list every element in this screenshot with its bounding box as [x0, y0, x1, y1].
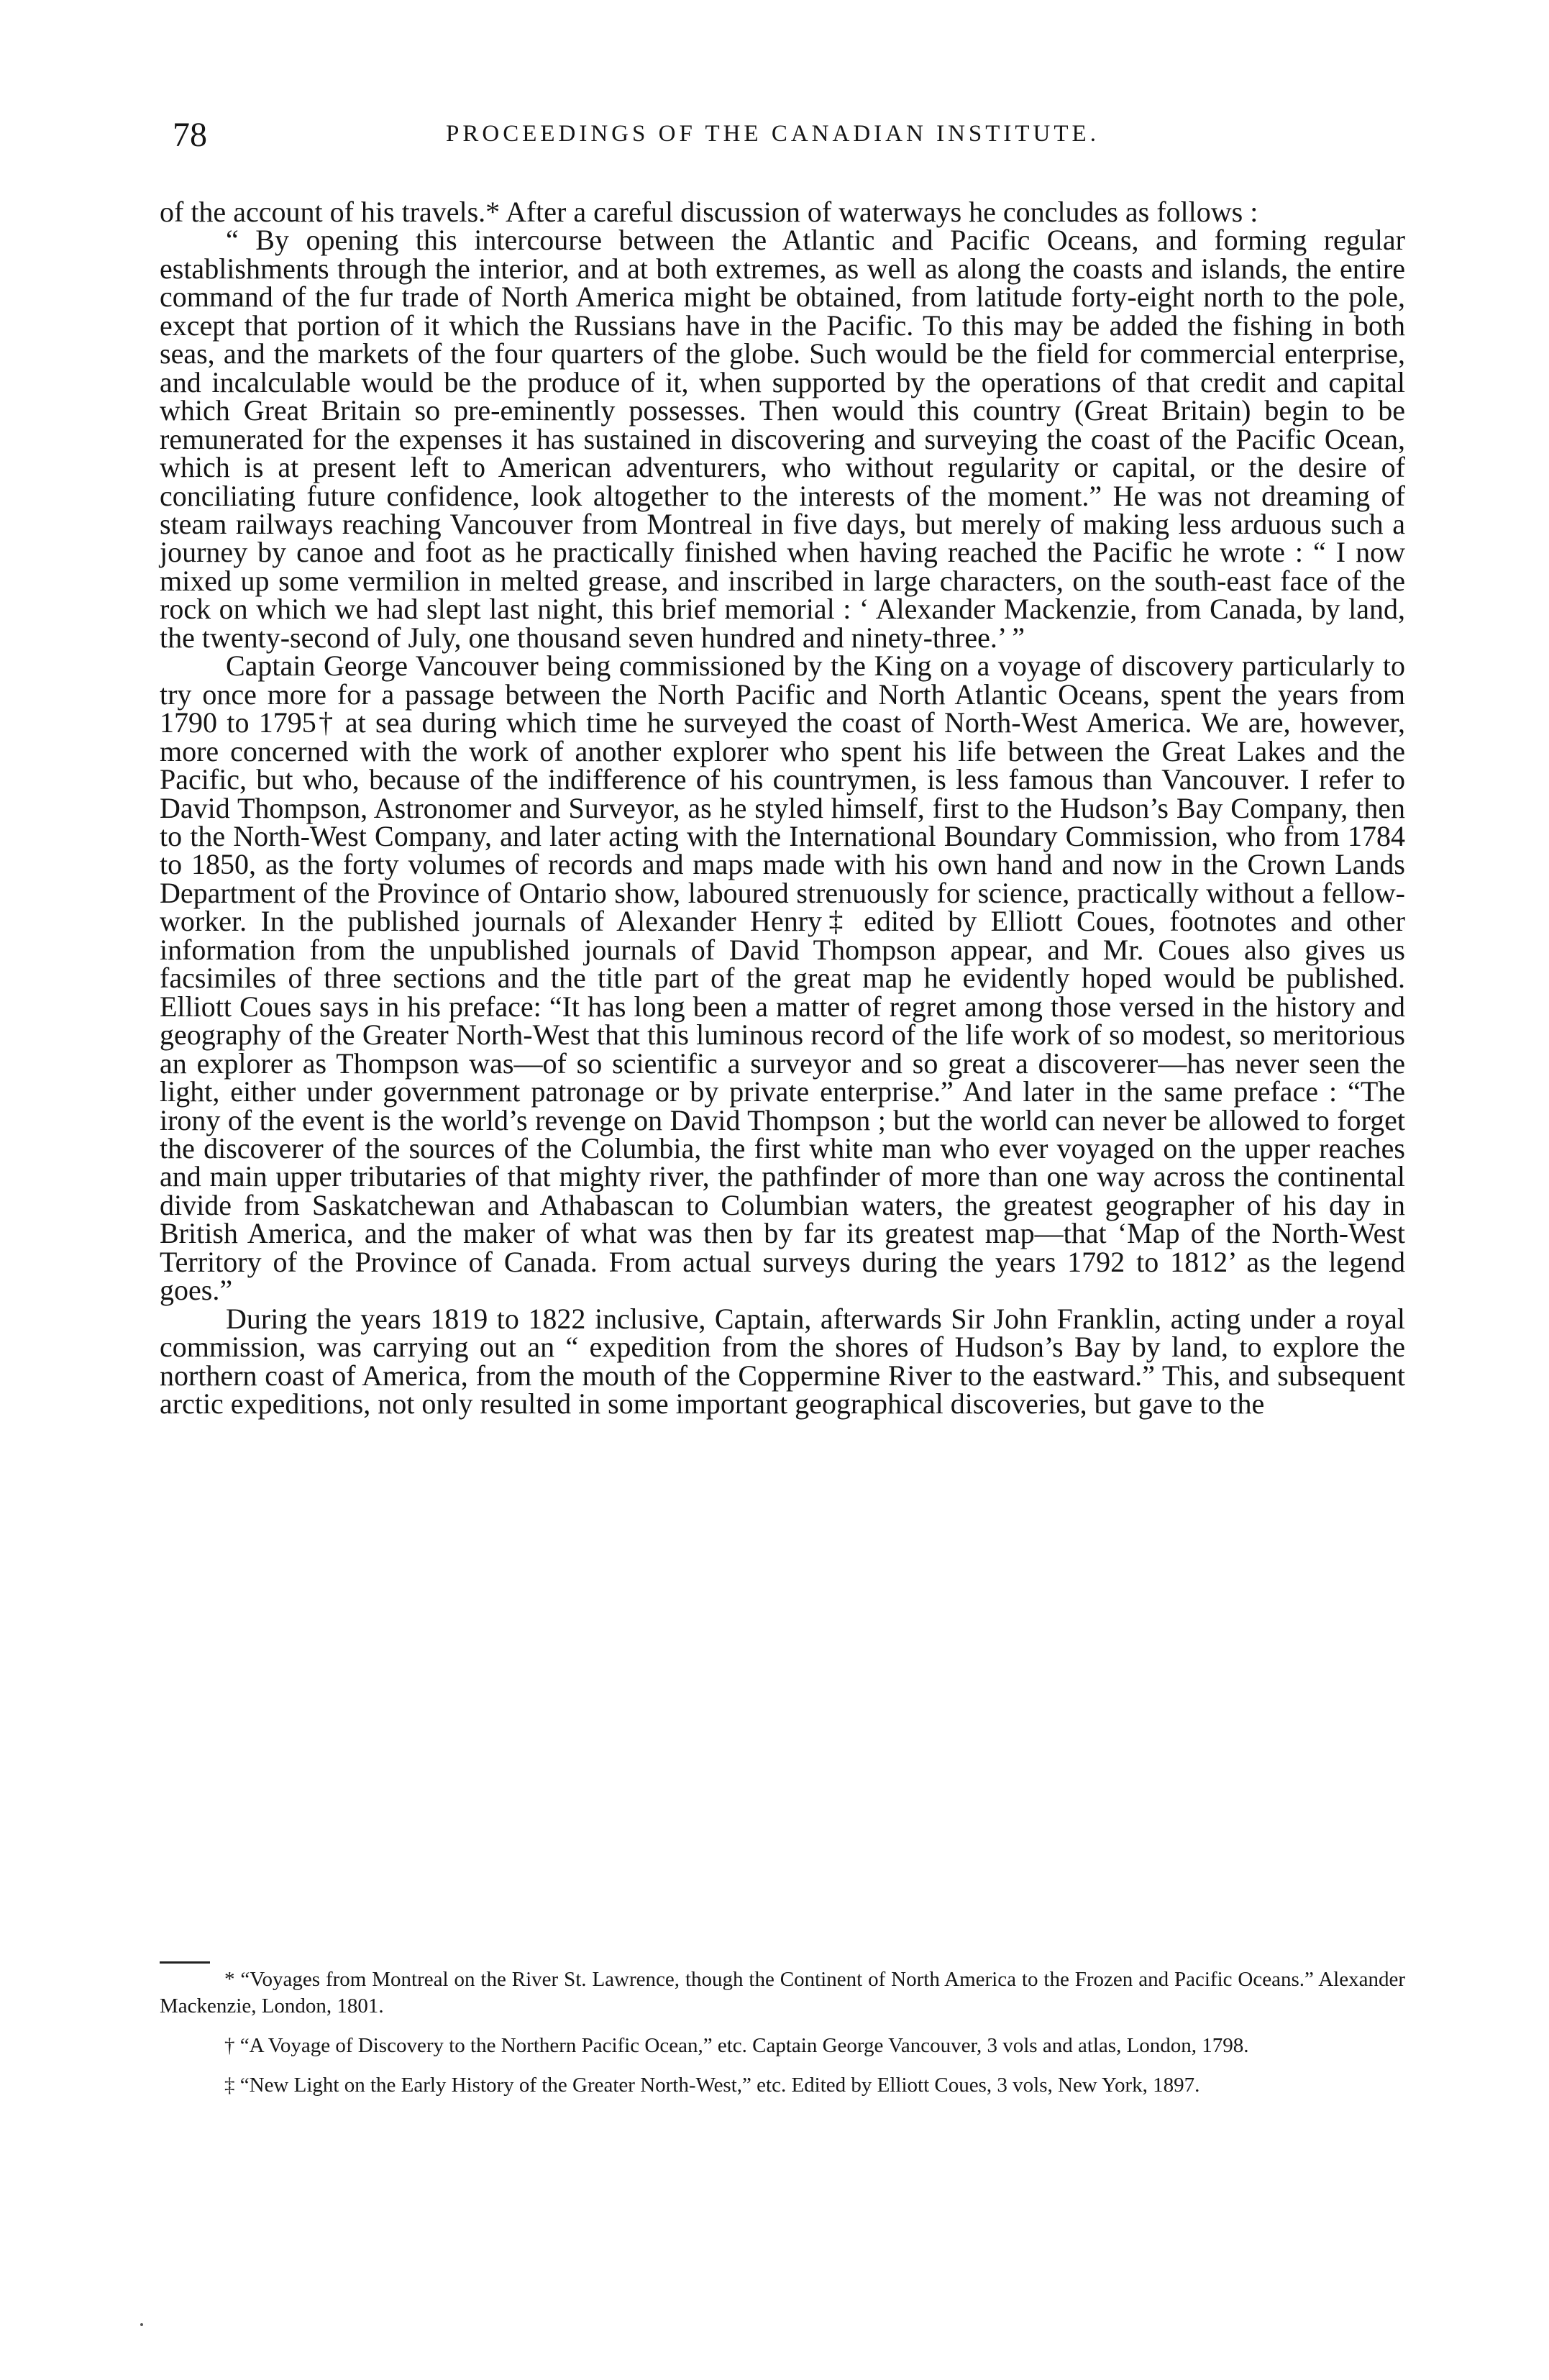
paragraph: of the account of his travels.* After a careful discussion of waterways he concludes as follows :: [160, 196, 1258, 228]
paragraph: During the years 1819 to 1822 inclusive, Captain, afterwards Sir John Franklin, acting under a royal commission, was carrying out an “ expedition from the shores of Hudson’s Bay by land, to explore the northern coast of America, from the mouth of the Coppermine River to the eastward.” This, and subsequent arctic expeditions, not only resulted in some important geographical discoveries, but gave to the: [160, 1302, 1405, 1421]
body-text: [160, 196, 1405, 1421]
scan-speck: [140, 2323, 143, 2326]
footnote: * “Voyages from Montreal on the River St. Lawrence, though the Continent of North America to the Frozen and Pacific Oceans.” Alexander Mackenzie, London, 1801.: [160, 1968, 1405, 2017]
footnote: † “A Voyage of Discovery to the Northern Pacific Ocean,” etc. Captain George Vancouver, 3 vols and atlas, London, 1798.: [224, 2034, 1249, 2057]
footnote: ‡ “New Light on the Early History of the Greater North-West,” etc. Edited by Elliott Coues, 3 vols, New York, 1897.: [224, 2074, 1200, 2097]
running-head: PROCEEDINGS OF THE CANADIAN INSTITUTE.: [446, 121, 1100, 147]
page-header: [173, 115, 1404, 158]
footnote-divider: [160, 1961, 210, 1964]
page-number: 78: [173, 116, 207, 154]
paragraph: Captain George Vancouver being commissioned by the King on a voyage of discovery particularly to try once more for a passage between the North Pacific and North Atlantic Oceans, spent the years from 1790 to 1795† at sea during which time he surveyed the coast of North-West America. We are, however, more concerned with the work of another explorer who spent his life between the Great Lakes and the Pacific, but who, because of the indifference of his countrymen, is less famous than Vancouver. I refer to David Thompson, Astronomer and Surveyor, as he styled himself, first to the Hudson’s Bay Company, then to the North-West Company, and later acting with the International Boundary Commission, who from 1784 to 1850, as the forty volumes of records and maps made with his own hand and now in the Crown Lands Department of the Province of Ontario show, laboured strenuously for science, practically without a fellow-worker. In the published journals of Alexander Henry‡ edited by Elliott Coues, footnotes and other information from the unpublished journals of David Thompson appear, and Mr. Coues also gives us facsimiles of three sections and the title part of the great map he evidently hoped would be published. Elliott Coues says in his preface: “It has long been a matter of regret among those versed in the history and geography of the Greater North-West that this luminous record of the life work of so modest, so meritorious an explorer as Thompson was—of so scientific a surveyor and so great a discoverer—has never seen the light, either under government patronage or by private enterprise.” And later in the same preface : “The irony of the event is the world’s revenge on David Thompson ; but the world can never be allowed to forget the discoverer of the sources of the Columbia, the first white man who ever voyaged on the upper reaches and main upper tributaries of that mighty river, the pathfinder of more than one way across the continental divide from Saskatchewan and Athabascan to Columbian waters, the greatest geographer of his day in British America, and the maker of what was then by far its greatest map—that ‘Map of the North-West Territory of the Province of Canada. From actual surveys during the years 1792 to 1812’ as the legend goes.”: [160, 649, 1405, 1307]
paragraph: “ By opening this intercourse between the Atlantic and Pacific Oceans, and forming regular establishments through the interior, and at both extremes, as well as along the coasts and islands, the entire command of the fur trade of North America might be obtained, from latitude forty-eight north to the pole, except that portion of it which the Russians have in the Pacific. To this may be added the fishing in both seas, and the markets of the four quarters of the globe. Such would be the field for commercial enterprise, and incalculable would be the produce of it, when supported by the operations of that credit and capital which Great Britain so pre-eminently possesses. Then would this country (Great Britain) begin to be remunerated for the expenses it has sustained in discovering and surveying the coast of the Pacific Ocean, which is at present left to American adventurers, who without regularity or capital, or the desire of conciliating future confidence, look altogether to the interests of the moment.” He was not dreaming of steam railways reaching Vancouver from Montreal in five days, but merely of making less arduous such a journey by canoe and foot as he practically finished when having reached the Pacific he wrote : “ I now mixed up some vermilion in melted grease, and inscribed in large characters, on the south-east face of the rock on which we had slept last night, this brief memorial : ‘ Alexander Mackenzie, from Canada, by land, the twenty-second of July, one thousand seven hundred and ninety-three.’ ”: [160, 224, 1405, 654]
footnotes: [160, 1966, 1405, 2112]
